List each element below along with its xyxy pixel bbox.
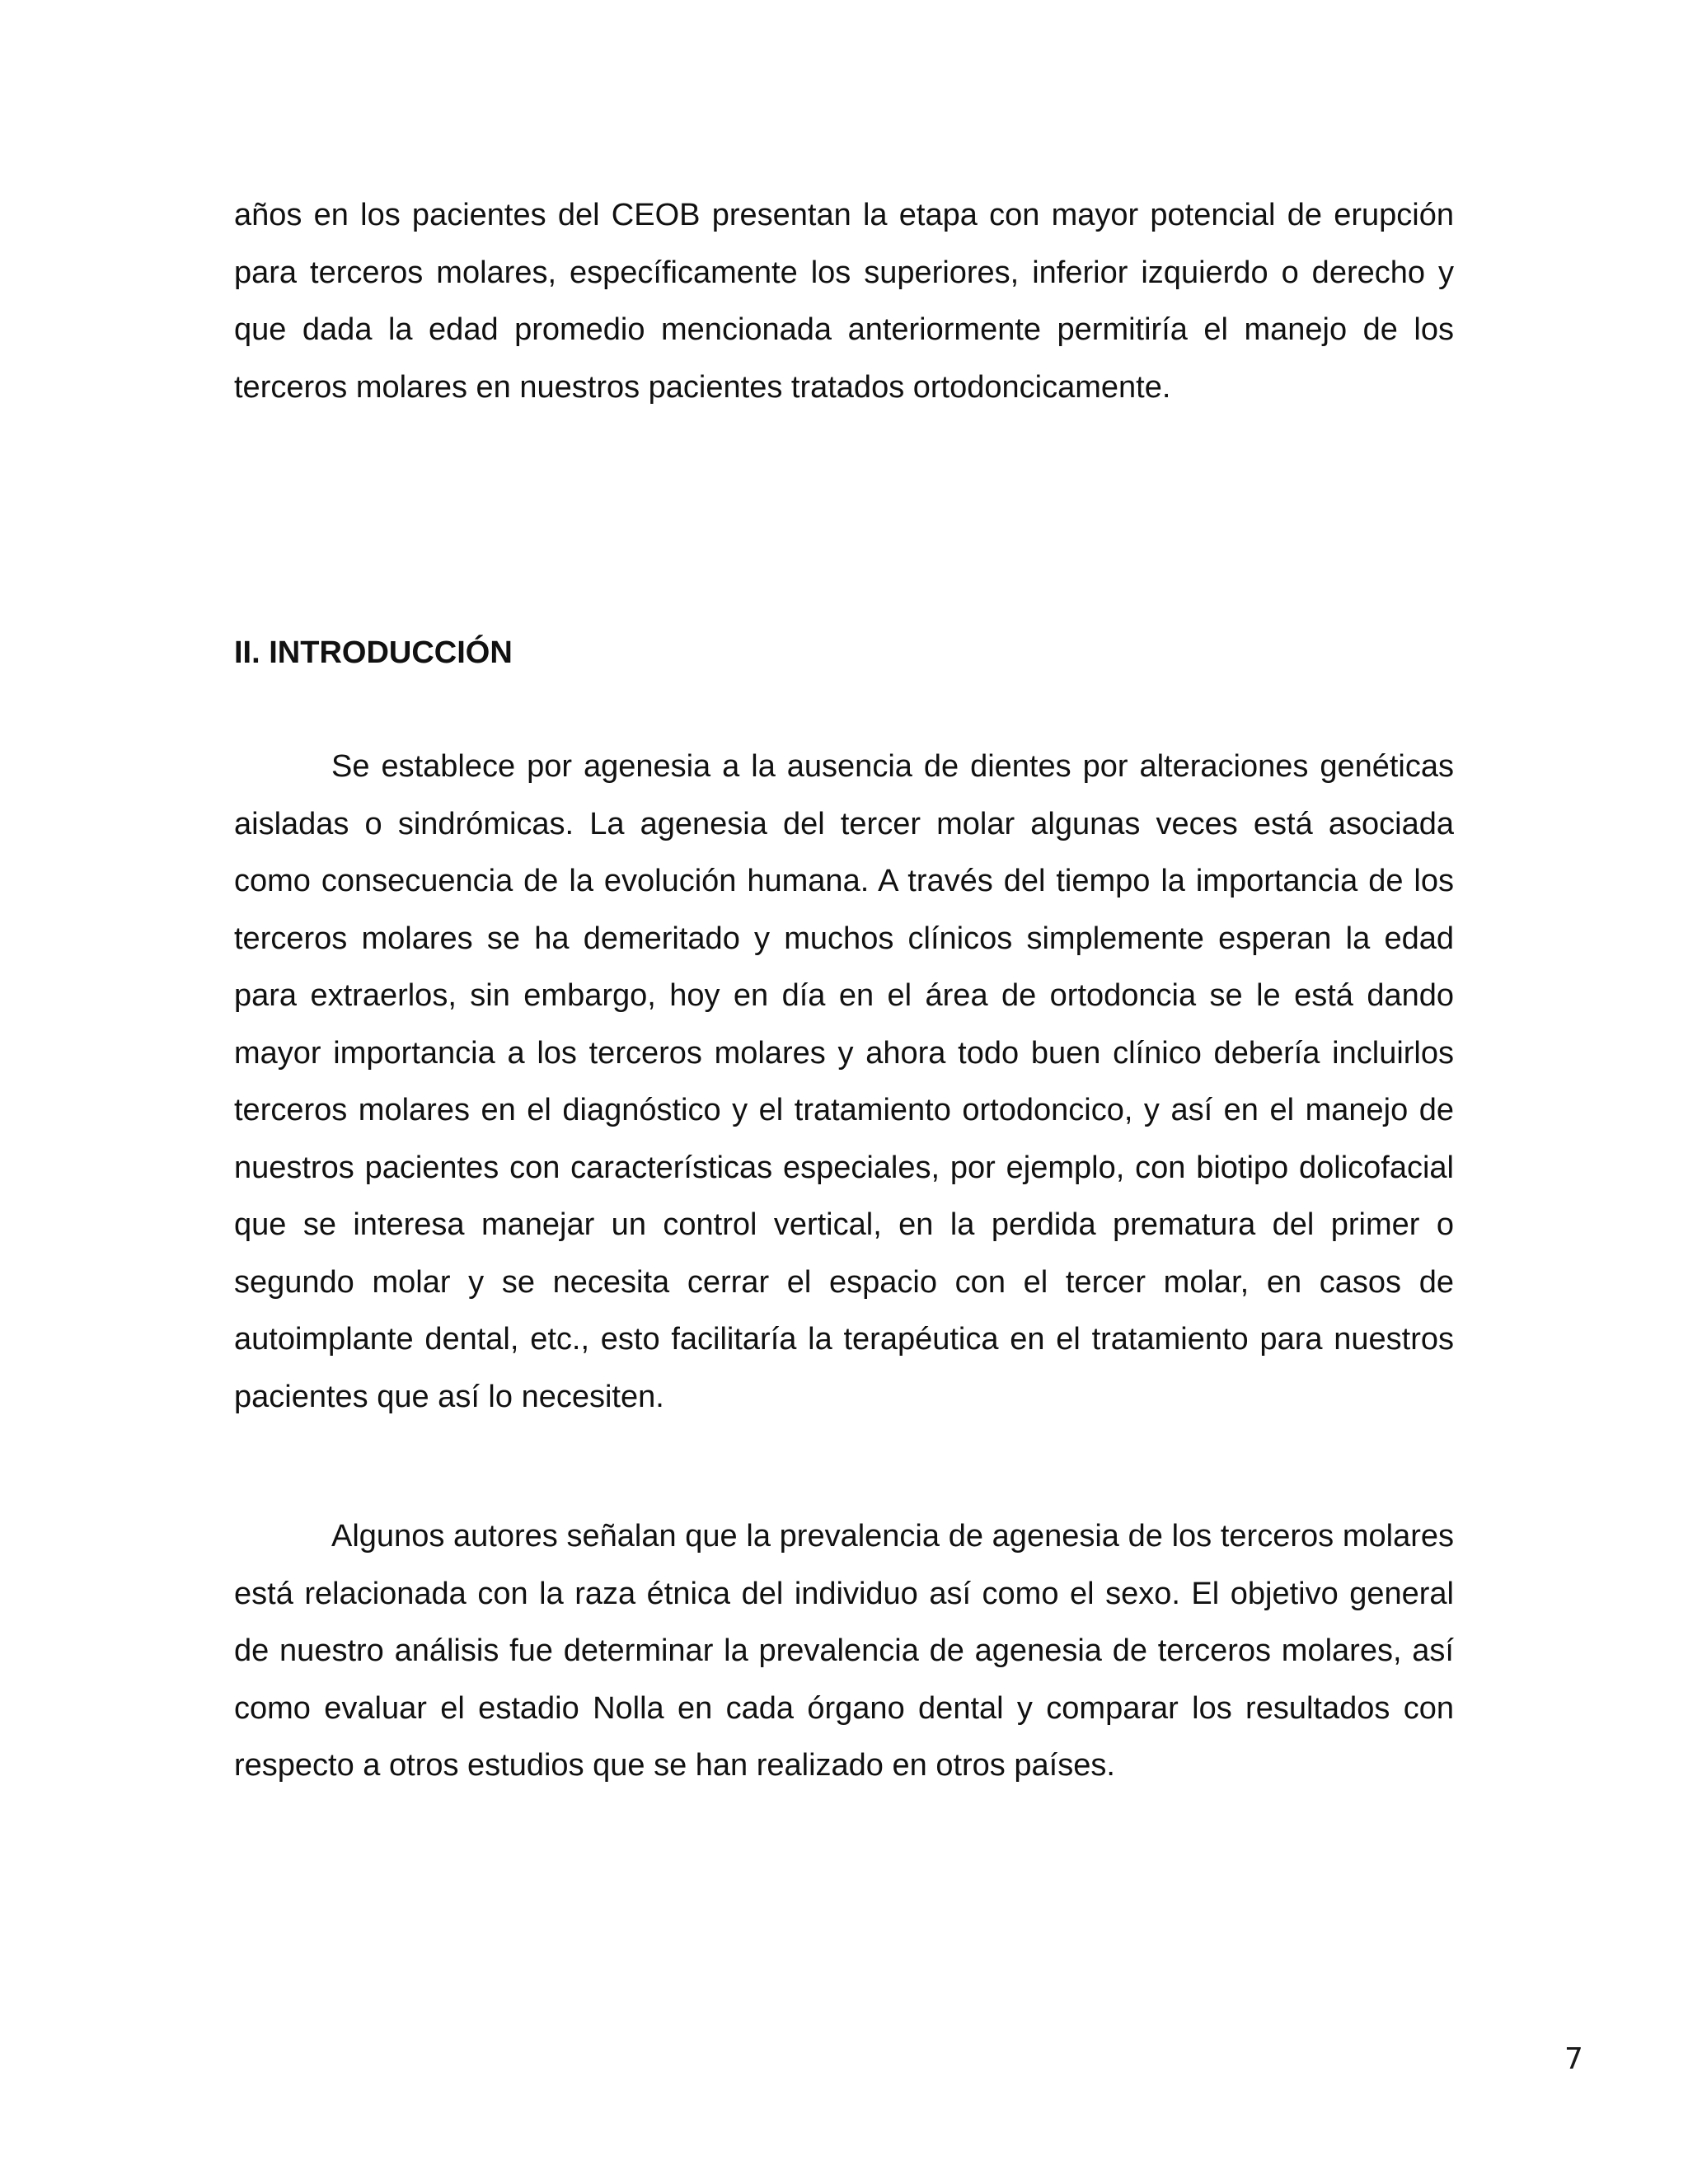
section-heading: II. INTRODUCCIÓN [234, 635, 513, 670]
page-number: 7 [1564, 2042, 1583, 2076]
intro-paragraph-1: Se establece por agenesia a la ausencia de dientes por alteraciones genéticas aisladas o sindrómicas. La agenesia del tercer molar algunas veces está asociada como consecuencia de la evolución humana. A través del tiempo la importancia de los terceros molares se ha demeritado y muchos clínicos simplemente esperan la edad para extraerlos, sin embargo, hoy en día en el área de ortodoncia se le está dando mayor importancia a los terceros molares y ahora todo buen clínico debería incluirlos terceros molares en el diagnóstico y el tratamiento ortodoncico, y así en el manejo de nuestros pacientes con características especiales, por ejemplo, con biotipo dolicofacial que se interesa manejar un control vertical, en la perdida prematura del primer o segundo molar y se necesita cerrar el espacio con el tercer molar, en casos de autoimplante dental, etc., esto facilitaría la terapéutica en el tratamiento para nuestros pacientes que así lo necesiten. [234, 749, 1454, 1414]
intro-paragraph-2: Algunos autores señalan que la prevalencia de agenesia de los terceros molares está relacionada con la raza étnica del individuo así como el sexo. El objetivo general de nuestro análisis fue determinar la prevalencia de agenesia de terceros molares, así como evaluar el estadio Nolla en cada órgano dental y comparar los resultados con respecto a otros estudios que se han realizado en otros países. [234, 1519, 1454, 1783]
continuation-paragraph: años en los pacientes del CEOB presentan la etapa con mayor potencial de erupción para terceros molares, específicamente los superiores, inferior izquierdo o derecho y que dada la edad promedio mencionada anteriormente permitiría el manejo de los terceros molares en nuestros pacientes tratados ortodoncicamente. [234, 198, 1454, 405]
